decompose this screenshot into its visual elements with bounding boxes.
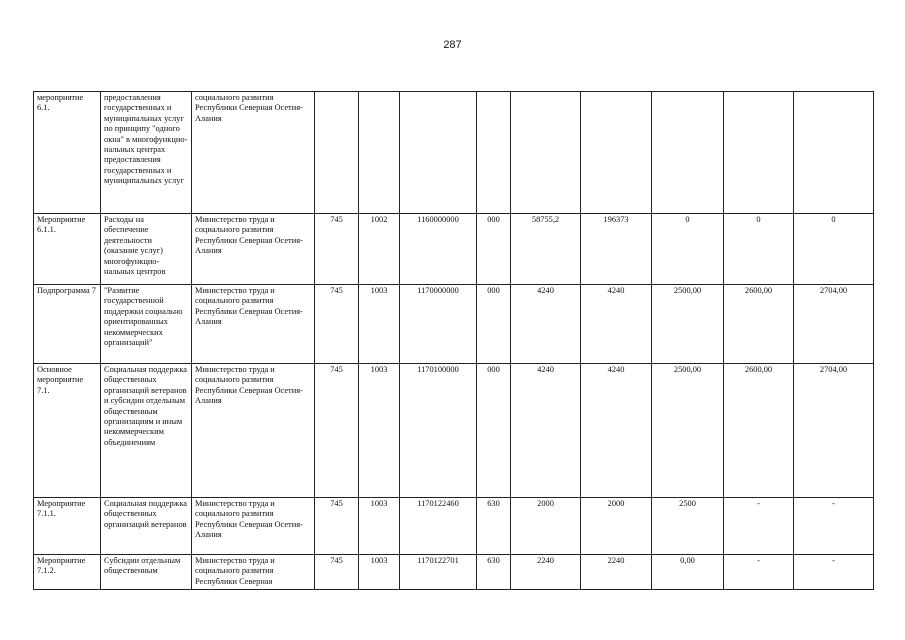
table-cell: 0,00 [652,555,724,590]
table-cell [477,92,511,214]
table-cell: 745 [315,214,359,285]
table-cell: 58755,2 [511,214,581,285]
table-cell [794,92,874,214]
table-cell: Основное мероприятие 7.1. [34,364,101,498]
table-cell: предоставления государственных и муниципальных услуг по принципу "одного окна" в многофункцио-нальных центрах предоставления государственных и муниципальных услуг [101,92,192,214]
table-row [34,364,874,498]
table-cell: 745 [315,364,359,498]
table-cell: 2704,00 [794,364,874,498]
table-cell: 2600,00 [724,285,794,364]
page-number: 287 [443,39,462,51]
table-cell: 2500,00 [652,285,724,364]
table-cell: 2240 [581,555,652,590]
table-cell: 4240 [511,364,581,498]
table-cell: 4240 [581,285,652,364]
table-cell [652,92,724,214]
table-cell: 2704,00 [794,285,874,364]
table-cell: 745 [315,498,359,555]
table-cell: 1003 [359,364,400,498]
table-cell: 1003 [359,498,400,555]
table-cell: социального развития Республики Северная Осетия-Алания [192,92,315,214]
table-cell: Министерство труда и социального развития Республики Северная Осетия-Алания [192,214,315,285]
table-row [34,555,874,590]
table-cell: - [724,555,794,590]
table-cell: 0 [724,214,794,285]
table-cell: 745 [315,555,359,590]
table-cell: 000 [477,364,511,498]
table-cell: 1170122701 [400,555,477,590]
table-cell: 0 [794,214,874,285]
table-cell: Мероприятие 7.1.1. [34,498,101,555]
table-cell [359,92,400,214]
table-cell: 000 [477,285,511,364]
table-cell: 2500 [652,498,724,555]
table-cell: Социальная поддержка общественных организаций ветеранов [101,498,192,555]
table-cell: 745 [315,285,359,364]
table-cell: - [794,498,874,555]
table-cell: Расходы на обеспечение деятельности (оказание услуг) многофункцио-нальных центров [101,214,192,285]
table-cell: Мероприятие 7.1.2. [34,555,101,590]
table-cell: 1003 [359,285,400,364]
table-cell: 196373 [581,214,652,285]
table-cell: Министерство труда и социального развития Республики Северная Осетия-Алания [192,285,315,364]
budget-table [33,91,874,590]
table-cell: Министерство труда и социального развития Республики Северная [192,555,315,590]
table-cell: 2000 [511,498,581,555]
table-cell: 1170100000 [400,364,477,498]
table-cell: 630 [477,555,511,590]
table-row [34,92,874,214]
table-cell: 1170122460 [400,498,477,555]
table-cell: "Развитие государственной поддержки социально ориентированных некоммерческих организаций" [101,285,192,364]
table-row [34,498,874,555]
table-cell: Мероприятие 6.1.1. [34,214,101,285]
table-cell: 1160000000 [400,214,477,285]
table-cell [400,92,477,214]
table-cell: Министерство труда и социального развития Республики Северная Осетия-Алания [192,364,315,498]
table-cell: 2240 [511,555,581,590]
table-cell: 4240 [581,364,652,498]
table-cell: 000 [477,214,511,285]
table-cell: 630 [477,498,511,555]
table-cell [315,92,359,214]
table-cell: 0 [652,214,724,285]
table-cell: 1002 [359,214,400,285]
table-row [34,285,874,364]
table-cell: 1170000000 [400,285,477,364]
table-cell [724,92,794,214]
table-cell: 2000 [581,498,652,555]
table-cell [581,92,652,214]
table-cell: - [724,498,794,555]
table-cell: 2600,00 [724,364,794,498]
table-cell: Подпрограмма 7 [34,285,101,364]
table-cell [511,92,581,214]
table-cell: Субсидии отдельным общественным [101,555,192,590]
table-cell: - [794,555,874,590]
table-cell: 4240 [511,285,581,364]
table-cell: Социальная поддержка общественных организаций ветеранов и субсидии отдельным общественным организациям и иным некоммерческим объединениям [101,364,192,498]
table-cell: мероприятие 6.1. [34,92,101,214]
table-row [34,214,874,285]
table-cell: 1003 [359,555,400,590]
table-cell: Министерство труда и социального развития Республики Северная Осетия-Алания [192,498,315,555]
table-cell: 2500,00 [652,364,724,498]
